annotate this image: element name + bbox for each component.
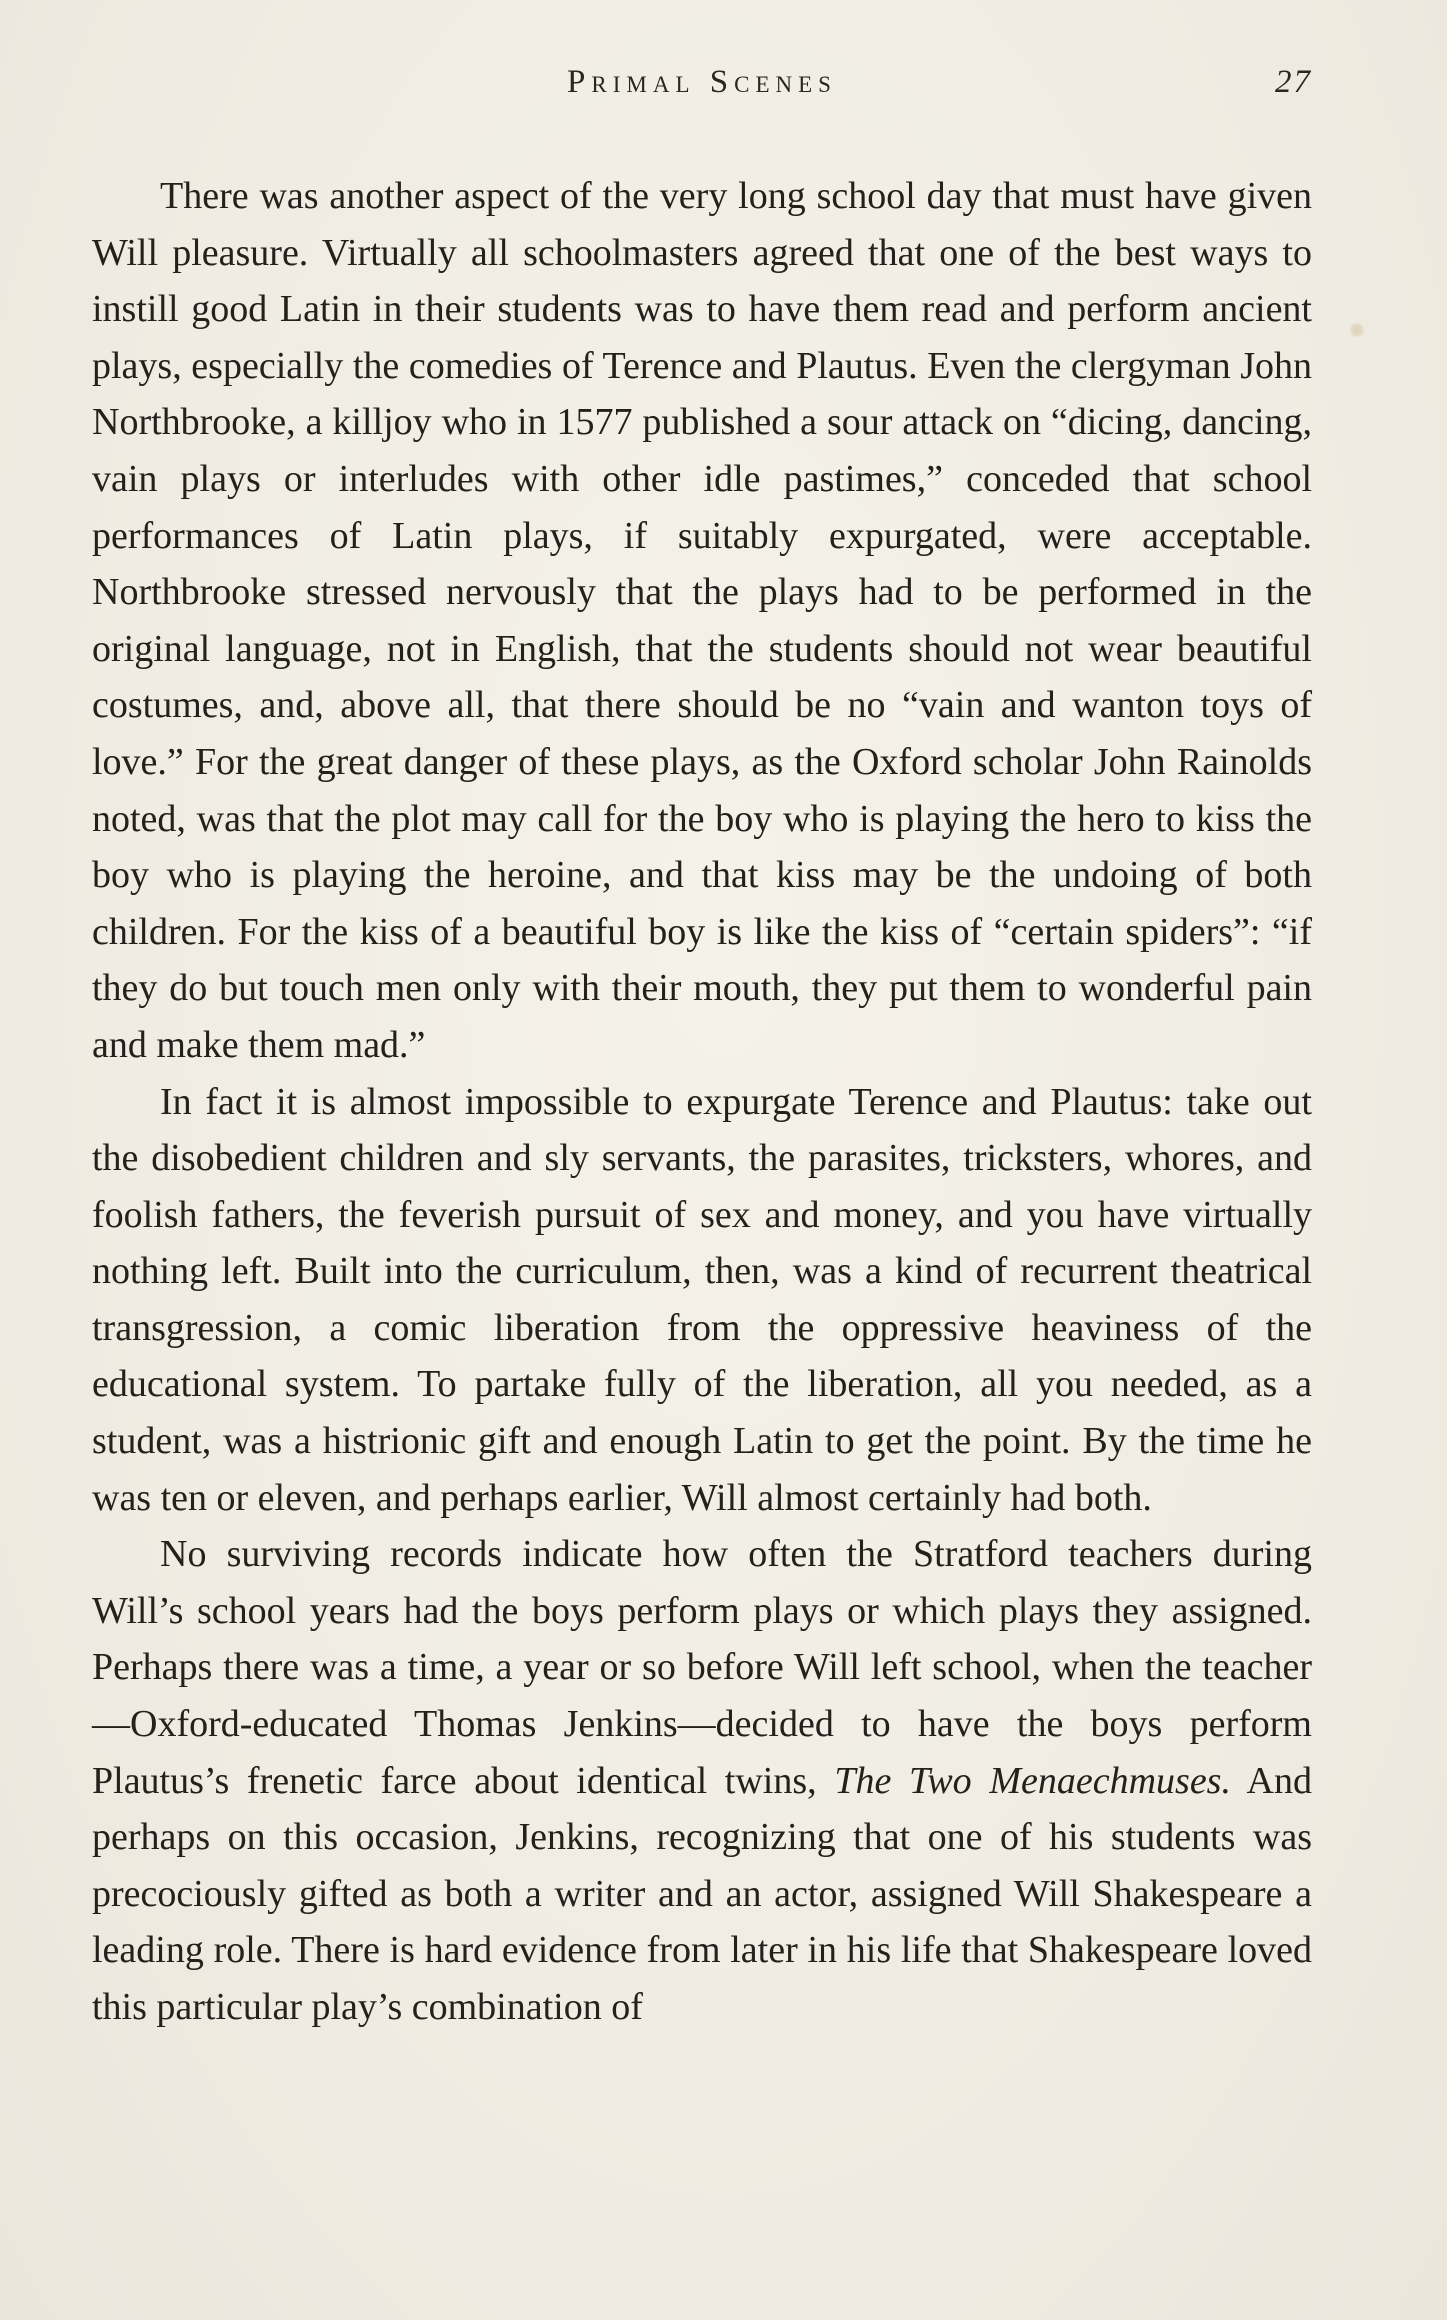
text-segment: No surviving records indicate how often the Stratford teachers during Will’s school years had the boys perform plays or which plays they assigned. Perhaps there was a time, a year or so before Will left school, when the teacher—Oxford-educated Thomas Jenkins—decided to have the boys perform Plautus’s frenetic farce about identical twins, [92,1533,1312,1802]
paragraph [92,1526,1312,2035]
body-text [92,168,1312,2036]
page-number: 27 [1275,64,1312,100]
text-segment: And perhaps on this occasion, Jenkins, recognizing that one of his students was precociously gifted as both a writer and an actor, assigned Will Shakespeare a leading role. There is hard evidence from later in his life that Shakespeare loved this particular play’s combination of [92,1759,1313,2028]
text-segment: In fact it is almost impossible to expurgate Terence and Plautus: take out the disobedient children and sly servants, the parasites, tricksters, whores, and foolish fathers, the feverish pursuit of sex and money, and you have virtually nothing left. Built into the curriculum, then, was a kind of recurrent theatrical transgression, a comic liberation from the oppressive heaviness of the educational system. To partake fully of the liberation, all you needed, as a student, was a histrionic gift and enough Latin to get the point. By the time he was ten or eleven, and perhaps earlier, Will almost certainly had both. [92,1080,1312,1519]
paragraph [92,168,1312,1074]
text-segment: There was another aspect of the very long school day that must have given Will pleasure. Virtually all schoolmasters agreed that one of the best ways to instill good Latin in their students was to have them read and perform ancient plays, especially the comedies of Terence and Plautus. Even the clergyman John Northbrooke, a killjoy who in 1577 published a sour attack on “dicing, dancing, vain plays or interludes with other idle pastimes,” conceded that school performances of Latin plays, if suitably expurgated, were acceptable. Northbrooke stressed nervously that the plays had to be performed in the original language, not in English, that the students should not wear beautiful costumes, and, above all, that there should be no “vain and wanton toys of love.” For the great danger of these plays, as the Oxford scholar John Rainolds noted, was that the plot may call for the boy who is playing the hero to kiss the boy who is playing the heroine, and that kiss may be the undoing of both children. For the kiss of a beautiful boy is like the kiss of “certain spiders”: “if they do but touch men only with their mouth, they put them to wonderful pain and make them mad.” [92,175,1312,1066]
italic-title: The Two Menaechmuses. [834,1759,1231,1802]
running-title: Primal Scenes [567,64,837,100]
paragraph [92,1074,1312,1527]
running-head [92,64,1312,112]
paper-speck [1350,322,1364,338]
